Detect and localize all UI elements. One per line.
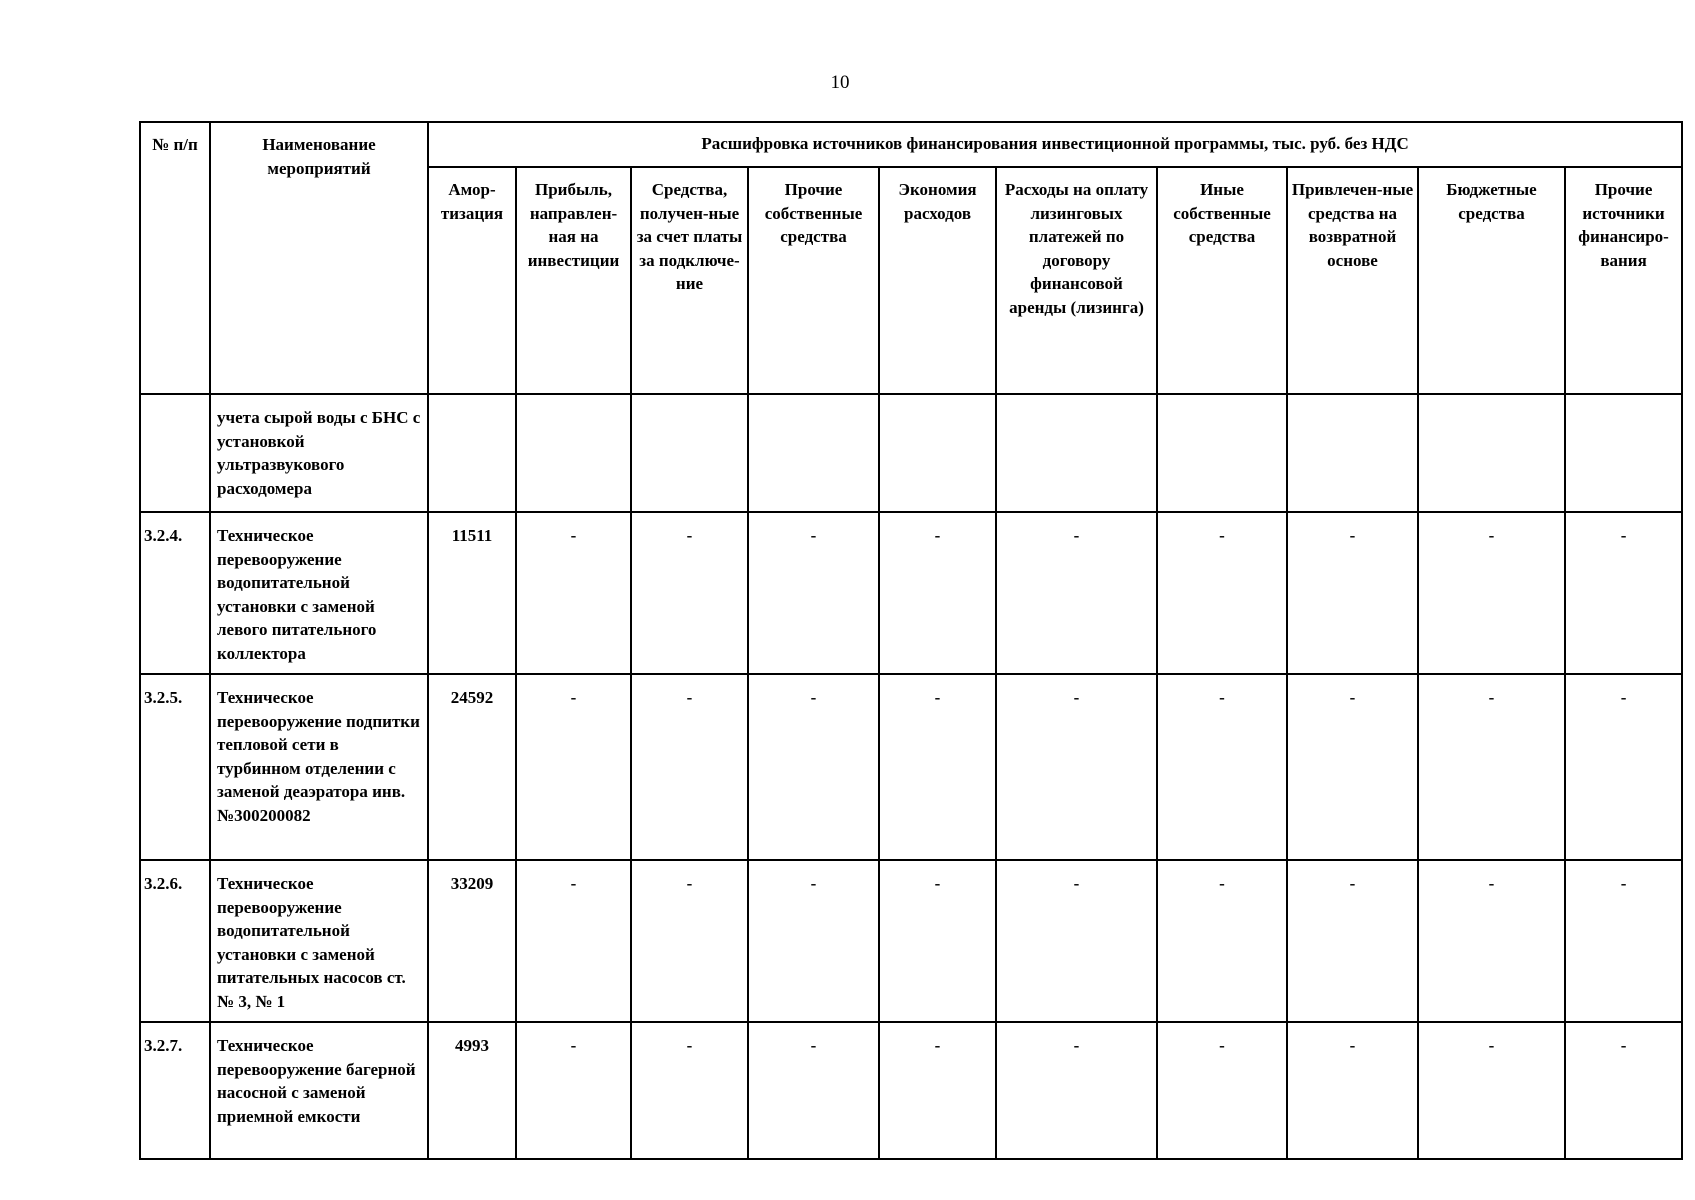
col-header-other-own-funds: Прочие собственные средства — [748, 167, 879, 394]
col-header-other-sources: Прочие источники финансиро-вания — [1565, 167, 1682, 394]
col-header-cost-savings: Экономия расходов — [879, 167, 996, 394]
cell-budget — [1418, 394, 1565, 512]
cell-other-sources — [1565, 394, 1682, 512]
col-header-connection-fees: Средства, получен-ные за счет платы за подключе-ние — [631, 167, 748, 394]
cell-connection-fees: - — [631, 1022, 748, 1159]
cell-other-sources: - — [1565, 674, 1682, 860]
row-num: 3.2.7. — [140, 1022, 210, 1159]
cell-profit — [516, 394, 631, 512]
cell-connection-fees: - — [631, 512, 748, 674]
table-row — [140, 860, 1682, 1022]
cell-profit: - — [516, 512, 631, 674]
cell-connection-fees: - — [631, 860, 748, 1022]
row-name: Техническое перевооружение водопитательной установки с заменой левого питательного коллектора — [210, 512, 428, 674]
table-row — [140, 512, 1682, 674]
row-num: 3.2.5. — [140, 674, 210, 860]
page-number: 10 — [830, 72, 850, 93]
cell-leasing: - — [996, 1022, 1157, 1159]
cell-other-own-funds: - — [748, 512, 879, 674]
col-header-borrowed: Привлечен-ные средства на возвратной основе — [1287, 167, 1418, 394]
cell-budget: - — [1418, 512, 1565, 674]
cell-other-own-funds: - — [748, 860, 879, 1022]
cell-budget: - — [1418, 1022, 1565, 1159]
cell-profit: - — [516, 674, 631, 860]
cell-cost-savings: - — [879, 860, 996, 1022]
cell-other-own: - — [1157, 1022, 1287, 1159]
col-name-header: Наименование мероприятий — [210, 122, 428, 394]
row-num — [140, 394, 210, 512]
table-row — [140, 1022, 1682, 1159]
table-row — [140, 394, 1682, 512]
cell-leasing: - — [996, 674, 1157, 860]
cell-amortization: 33209 — [428, 860, 516, 1022]
cell-borrowed — [1287, 394, 1418, 512]
cell-amortization: 11511 — [428, 512, 516, 674]
row-name: Техническое перевооружение багерной насосной с заменой приемной емкости — [210, 1022, 428, 1159]
cell-other-sources: - — [1565, 1022, 1682, 1159]
financing-sources-table — [139, 121, 1683, 1160]
cell-amortization: 4993 — [428, 1022, 516, 1159]
col-header-other-own: Иные собственные средства — [1157, 167, 1287, 394]
cell-other-sources: - — [1565, 512, 1682, 674]
cell-other-own-funds: - — [748, 674, 879, 860]
cell-other-own: - — [1157, 860, 1287, 1022]
row-num: 3.2.4. — [140, 512, 210, 674]
cell-other-own — [1157, 394, 1287, 512]
row-name: учета сырой воды с БНС с установкой ультразвукового расходомера — [210, 394, 428, 512]
cell-amortization — [428, 394, 516, 512]
cell-borrowed: - — [1287, 1022, 1418, 1159]
col-header-budget: Бюджетные средства — [1418, 167, 1565, 394]
cell-leasing — [996, 394, 1157, 512]
cell-other-own: - — [1157, 512, 1287, 674]
col-header-amortization: Амор-тизация — [428, 167, 516, 394]
row-name: Техническое перевооружение водопитательной установки с заменой питательных насосов ст. № 3, № 1 — [210, 860, 428, 1022]
cell-budget: - — [1418, 674, 1565, 860]
col-num-header: № п/п — [140, 122, 210, 394]
col-header-leasing: Расходы на оплату лизинговых платежей по договору финансовой аренды (лизинга) — [996, 167, 1157, 394]
header-row-group — [140, 122, 1682, 167]
cell-connection-fees — [631, 394, 748, 512]
financing-group-header: Расшифровка источников финансирования инвестиционной программы, тыс. руб. без НДС — [428, 122, 1682, 167]
cell-leasing: - — [996, 512, 1157, 674]
col-header-profit: Прибыль, направлен-ная на инвестиции — [516, 167, 631, 394]
cell-cost-savings: - — [879, 512, 996, 674]
cell-other-own-funds: - — [748, 1022, 879, 1159]
cell-other-own: - — [1157, 674, 1287, 860]
cell-other-sources: - — [1565, 860, 1682, 1022]
cell-cost-savings — [879, 394, 996, 512]
cell-cost-savings: - — [879, 674, 996, 860]
row-name: Техническое перевооружение подпитки тепловой сети в турбинном отделении с заменой деаэратора инв.№300200082 — [210, 674, 428, 860]
cell-leasing: - — [996, 860, 1157, 1022]
cell-budget: - — [1418, 860, 1565, 1022]
cell-amortization: 24592 — [428, 674, 516, 860]
row-num: 3.2.6. — [140, 860, 210, 1022]
cell-profit: - — [516, 1022, 631, 1159]
cell-cost-savings: - — [879, 1022, 996, 1159]
cell-borrowed: - — [1287, 512, 1418, 674]
cell-borrowed: - — [1287, 674, 1418, 860]
cell-borrowed: - — [1287, 860, 1418, 1022]
table-row — [140, 674, 1682, 860]
cell-profit: - — [516, 860, 631, 1022]
cell-connection-fees: - — [631, 674, 748, 860]
cell-other-own-funds — [748, 394, 879, 512]
